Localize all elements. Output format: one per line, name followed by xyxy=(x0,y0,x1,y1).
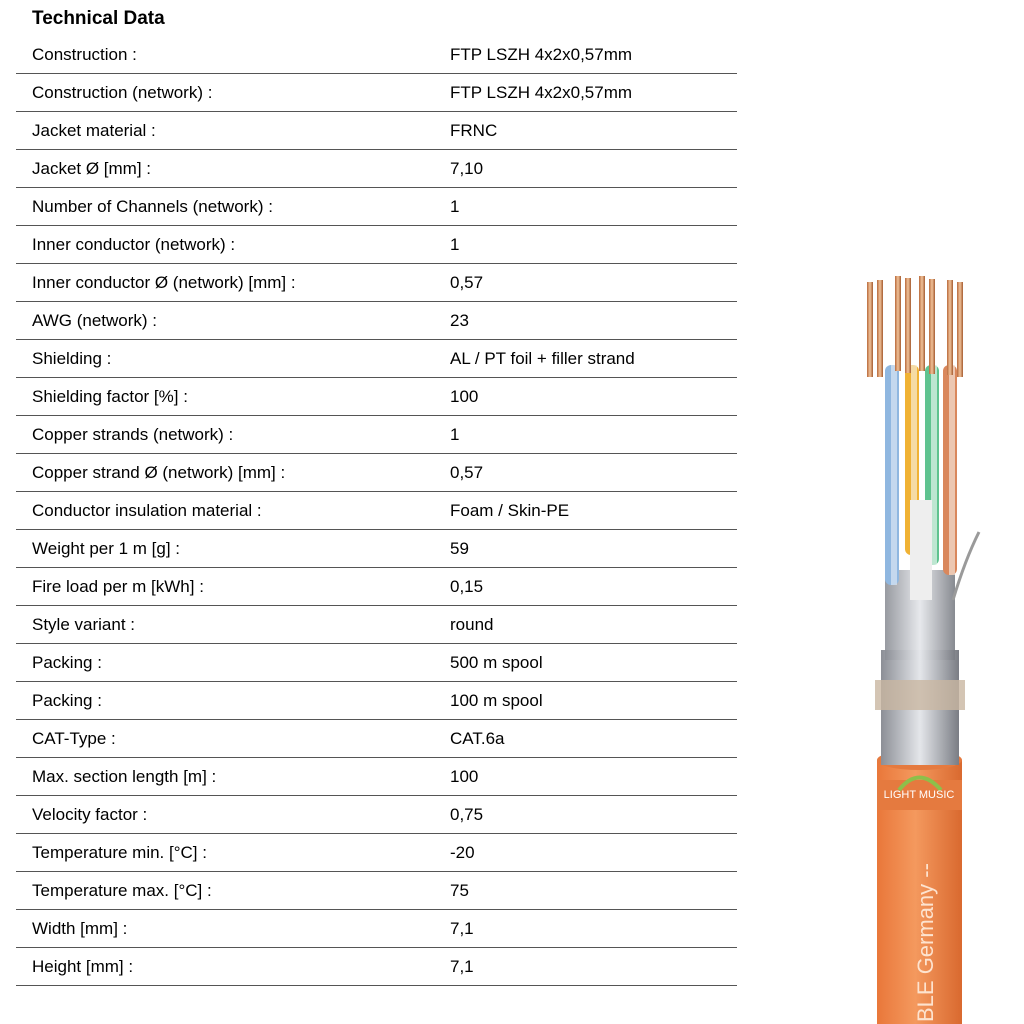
row-label: Fire load per m [kWh] : xyxy=(32,576,204,596)
table-row xyxy=(16,112,737,150)
row-label: Jacket material : xyxy=(32,120,156,140)
table-row xyxy=(16,302,737,340)
row-value: 0,57 xyxy=(450,272,484,292)
table-row xyxy=(16,454,737,492)
row-label: Conductor insulation material : xyxy=(32,500,262,520)
row-value: 100 xyxy=(450,386,479,406)
row-label: Velocity factor : xyxy=(32,804,148,824)
table-row xyxy=(16,568,737,606)
row-value: FTP LSZH 4x2x0,57mm xyxy=(450,82,633,102)
conductor xyxy=(867,282,873,377)
table-row xyxy=(16,416,737,454)
table-row xyxy=(16,74,737,112)
row-label: Weight per 1 m [g] : xyxy=(32,538,181,558)
table-row xyxy=(16,188,737,226)
row-value: 0,15 xyxy=(450,576,484,596)
row-label: Construction (network) : xyxy=(32,82,213,102)
cable-image xyxy=(855,270,985,1024)
row-label: Shielding factor [%] : xyxy=(32,386,188,406)
row-label: Packing : xyxy=(32,652,102,672)
row-label: Width [mm] : xyxy=(32,918,128,938)
table-row xyxy=(16,720,737,758)
row-value: 1 xyxy=(450,196,460,216)
row-value: 0,57 xyxy=(450,462,484,482)
row-value: FTP LSZH 4x2x0,57mm xyxy=(450,44,633,64)
row-label: AWG (network) : xyxy=(32,310,157,330)
row-value: CAT.6a xyxy=(450,728,505,748)
technical-data-table xyxy=(16,36,737,986)
row-label: Jacket Ø [mm] : xyxy=(32,158,152,178)
row-label: Copper strands (network) : xyxy=(32,424,234,444)
table-row xyxy=(16,834,737,872)
jacket-print: BLE Germany -- xyxy=(913,863,938,1022)
row-value: 7,10 xyxy=(450,158,484,178)
row-label: Temperature max. [°C] : xyxy=(32,880,212,900)
row-label: Inner conductor Ø (network) [mm] : xyxy=(32,272,296,292)
row-value: 75 xyxy=(450,880,469,900)
row-value: 23 xyxy=(450,310,469,330)
row-value: 7,1 xyxy=(450,956,474,976)
row-label: Style variant : xyxy=(32,614,135,634)
table-row xyxy=(16,644,737,682)
table-row xyxy=(16,226,737,264)
table-row xyxy=(16,948,737,986)
row-label: Construction : xyxy=(32,44,137,64)
row-label: Copper strand Ø (network) [mm] : xyxy=(32,462,286,482)
row-value: 7,1 xyxy=(450,918,474,938)
row-label: Height [mm] : xyxy=(32,956,134,976)
row-value: 100 xyxy=(450,766,479,786)
logo-text: LIGHT MUSIC xyxy=(883,789,955,801)
row-value: round xyxy=(450,614,494,634)
row-label: Shielding : xyxy=(32,348,112,368)
table-row xyxy=(16,264,737,302)
table-row xyxy=(16,758,737,796)
row-label: Inner conductor (network) : xyxy=(32,234,236,254)
row-value: 0,75 xyxy=(450,804,484,824)
row-value: AL / PT foil + filler strand xyxy=(450,348,635,368)
table-row xyxy=(16,492,737,530)
page-title: Technical Data xyxy=(32,8,165,29)
table-row xyxy=(16,530,737,568)
row-value: 100 m spool xyxy=(450,690,543,710)
row-label: Packing : xyxy=(32,690,102,710)
row-value: Foam / Skin-PE xyxy=(450,500,570,520)
row-value: 500 m spool xyxy=(450,652,543,672)
row-value: 59 xyxy=(450,538,469,558)
table-row xyxy=(16,796,737,834)
row-value: 1 xyxy=(450,234,460,254)
row-value: FRNC xyxy=(450,120,498,140)
row-value: -20 xyxy=(450,842,475,862)
table-row xyxy=(16,910,737,948)
table-row xyxy=(16,606,737,644)
row-label: Max. section length [m] : xyxy=(32,766,217,786)
table-row xyxy=(16,682,737,720)
row-value: 1 xyxy=(450,424,460,444)
row-label: CAT-Type : xyxy=(32,728,116,748)
row-label: Temperature min. [°C] : xyxy=(32,842,207,862)
table-row xyxy=(16,378,737,416)
row-label: Number of Channels (network) : xyxy=(32,196,273,216)
table-row xyxy=(16,340,737,378)
table-row xyxy=(16,150,737,188)
table-row xyxy=(16,872,737,910)
table-row xyxy=(16,36,737,74)
